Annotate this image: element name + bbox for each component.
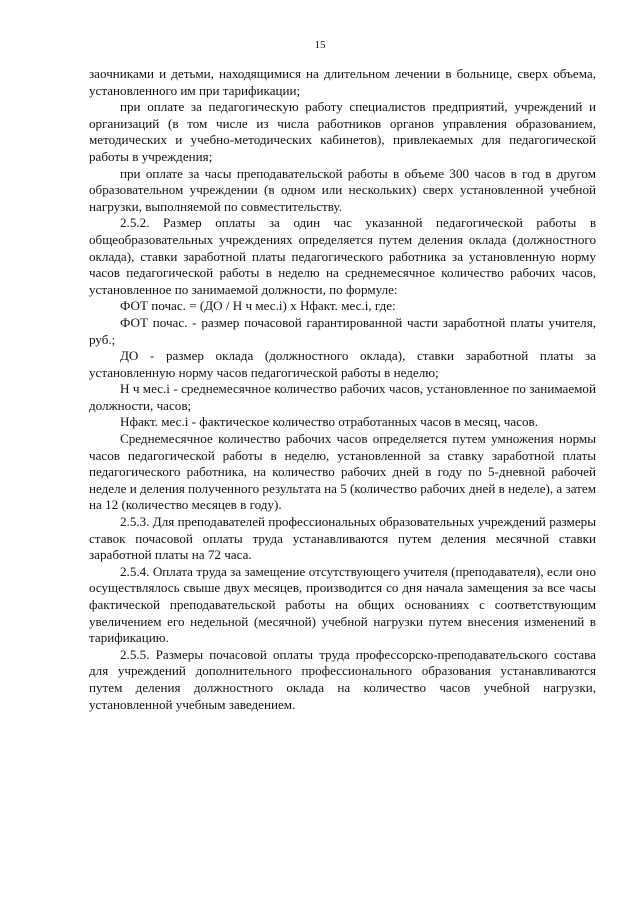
paragraph: заочниками и детьми, находящимися на длительном лечении в больнице, сверх объема, установленного им при тарификации; (89, 66, 596, 98)
paragraph: Н ч мес.i - среднемесячное количество рабочих часов, установленное по занимаемой должности, часов; (89, 381, 596, 413)
paragraph: ФОТ почас. = (ДО / Н ч мес.i) x Нфакт. мес.i, где: (120, 298, 396, 314)
paragraph: Среднемесячное количество рабочих часов определяется путем умножения нормы часов педагогической работы в неделю, установленной за ставку заработной платы педагогического работника, на количество рабочих дней в году по 5-дневной рабочей неделе и деления полученного результата на 5 (количество рабочих дней в неделе), а затем на 12 (количество месяцев в году). (89, 431, 596, 513)
page-number: 15 (314, 39, 326, 51)
paragraph: ФОТ почас. - размер почасовой гарантированной части заработной платы учителя, руб.; (89, 314, 596, 347)
paragraph: 2.5.5. Размеры почасовой оплаты труда профессорско-преподавательского состава для учреждений дополнительного профессионального образования устанавливаются путем деления должностного оклада на количество часов учебной нагрузки, установленной учебным заведением. (89, 646, 596, 712)
paragraph: 2.5.3. Для преподавателей профессиональных образовательных учреждений размеры ставок почасовой оплаты труда устанавливаются путем деления месячной ставки заработной платы на 72 часа. (89, 514, 596, 563)
paragraph: при оплате за педагогическую работу специалистов предприятий, учреждений и организаций (в том числе из числа работников органов управления образованием, методических и учебно-методических кабинетов), привлекаемых для педагогической работы в учреждения; (89, 99, 596, 164)
paragraph: при оплате за часы преподавательской работы в объеме 300 часов в год в другом образовательном учреждении (в одном или нескольких) сверх установленной учебной нагрузки, выполняемой по совместительству. (89, 165, 596, 214)
document-body (89, 66, 596, 713)
paragraph: ДО - размер оклада (должностного оклада), ставки заработной платы за установленную норму часов педагогической работы в неделю; (89, 348, 596, 380)
paragraph: Нфакт. мес.i - фактическое количество отработанных часов в месяц, часов. (120, 414, 538, 430)
paragraph: 2.5.2. Размер оплаты за один час указанной педагогической работы в общеобразовательных учреждениях определяется путем деления оклада (должностного оклада), ставки заработной платы педагогического работника за установленную норму часов педагогической работы в неделю на среднемесячное количество рабочих часов, установленное по занимаемой должности, по формуле: (89, 215, 596, 297)
paragraph: 2.5.4. Оплата труда за замещение отсутствующего учителя (преподавателя), если оно осуществлялось свыше двух месяцев, производится со дня начала замещения за все часы фактической преподавательской работы на общих основаниях с соответствующим увеличением его недельной (месячной) учебной нагрузки путем внесения изменений в тарификацию. (89, 563, 596, 646)
